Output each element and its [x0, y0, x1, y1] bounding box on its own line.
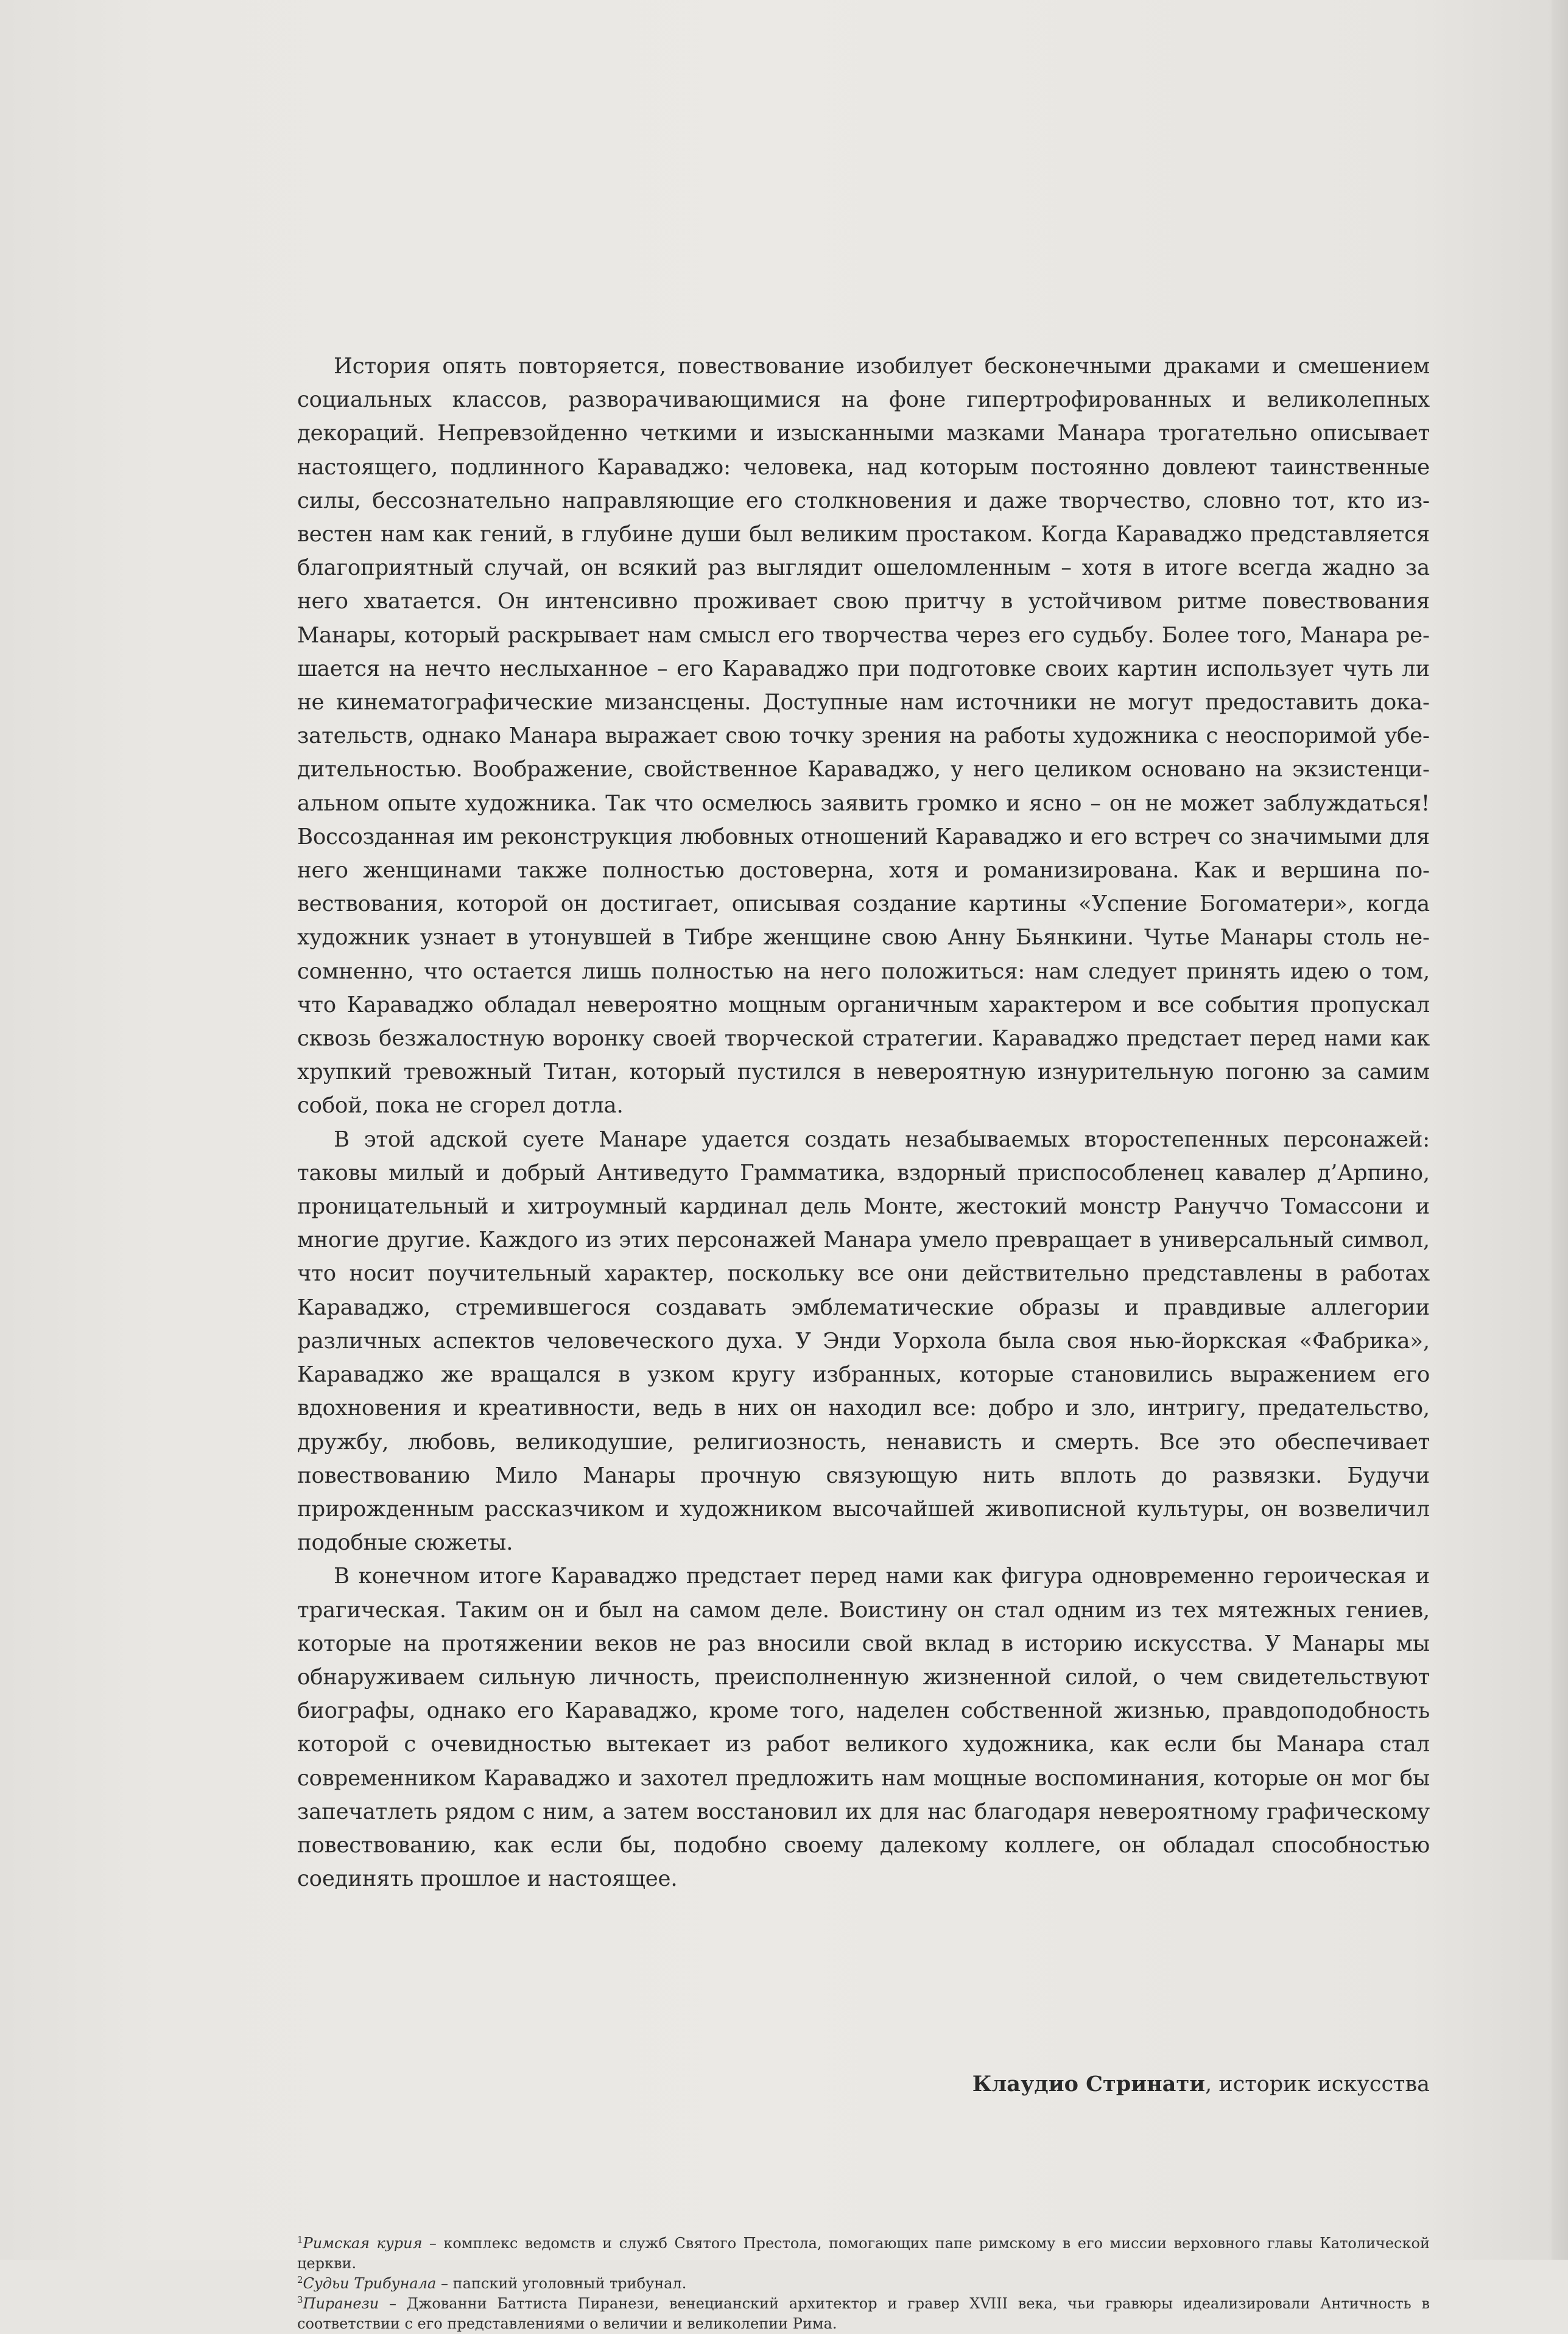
footnote-term: Римская курия — [303, 2235, 423, 2252]
paragraph-2: В этой адской суете Манаре удается создать незабываемых второстепенных персонажей: таковы милый и добрый Антиведуто Грамматика, вздорный приспособленец кавалер д’Арпино, проницательный и хитроумный кардинал дель Монте, жестокий монстр Рануччо Томассони и многие другие. Каждого из этих персонажей Манара умело превращает в универсальный символ, что носит поучительный характер, поскольку все они действительно представлены в работах Караваджо, стремившегося создавать эмблематические образы и правдивые аллегории различных аспектов человеческого духа. У Энди Уорхола была своя нью-йоркская «Фабрика», Караваджо же вращался в узком кругу избранных, которые становились выражением его вдохновения и креативности, ведь в них он находил все: добро и зло, интригу, предательство, дружбу, любовь, великодушие, религиозность, ненависть и смерть. Все это обеспечивает повествованию Мило Манары прочную связующую нить вплоть до развязки. Будучи прирожденным рассказчиком и художником высочайшей живописной культуры, он возвеличил подобные сюжеты. — [297, 1127, 1430, 1556]
author-role: , историк искусства — [1205, 2072, 1430, 2097]
author-name: Клаудио Стринати — [972, 2072, 1206, 2097]
page-edge — [1552, 0, 1568, 2260]
footnote-2 — [297, 2274, 1430, 2294]
footnotes — [297, 2234, 1430, 2334]
footnote-number: 3 — [297, 2294, 303, 2305]
paragraph-3: В конечном итоге Караваджо предстает перед нами как фигура одновременно героическая и трагическая. Таким он и был на самом деле. Воистину он стал одним из тех мятежных гениев, которые на протяжении веков не раз вносили свой вклад в историю искусства. У Манары мы обнаруживаем сильную личность, преисполненную жизненной силой, о чем свидетельствуют биографы, однако его Караваджо, кроме того, наделен собственной жизнью, правдоподобность которой с очевидностью вытекает из работ великого художника, как если бы Манара стал современником Караваджо и захотел предложить нам мощные воспоминания, которые он мог бы запечатлеть рядом с ним, а затем восстановил их для нас благодаря невероятному графическому повествованию, как если бы, подобно своему далекому коллеге, он обладал способностью соединять прошлое и настоящее. — [297, 1564, 1430, 1892]
footnote-1 — [297, 2234, 1430, 2274]
footnote-term: Пиранези — [303, 2295, 379, 2312]
footnote-number: 1 — [297, 2234, 303, 2245]
main-text — [297, 350, 1430, 1896]
author-signature — [297, 2069, 1430, 2100]
footnote-text: – папский уголовный трибунал. — [436, 2275, 687, 2292]
footnote-number: 2 — [297, 2274, 303, 2285]
footnote-3 — [297, 2294, 1430, 2334]
footnote-text: – комплекс ведомств и служб Святого Престола, помогающих папе римскому в его миссии верховного главы Католической церкви. — [297, 2235, 1430, 2272]
paragraph-1: История опять повторяется, повествование изобилует бесконечными драками и смешением социальных классов, разворачивающимися на фоне гипертрофированных и великолепных декораций. Непревзойденно четкими и изысканными мазками Манара трогательно описывает настоящего, подлинного Караваджо: человека, над которым постоянно довлеют таинственные силы, бессознательно направляющие его столкновения и даже творчество, словно тот, кто известен нам как гений, в глубине души был великим простаком. Когда Караваджо представляется благоприятный случай, он всякий раз выглядит ошеломленным – хотя в итоге всегда жадно за него хватается. Он интенсивно проживает свою притчу в устойчивом ритме повествования Манары, который раскрывает нам смысл его творчества через его судьбу. Более того, Манара решается на нечто неслыханное – его Караваджо при подготовке своих картин использует чуть ли не кинематографические мизансцены. Доступные нам источники не могут предоставить доказательств, однако Манара выражает свою точку зрения на работы художника с неоспоримой убедительностью. Воображение, свойственное Караваджо, у него целиком основано на экзистенциальном опыте художника. Так что осмелюсь заявить громко и ясно – он не может заблуждаться! Воссозданная им реконструкция любовных отношений Караваджо и его встреч со значимыми для него женщинами также полностью достоверна, хотя и романизирована. Как и вершина повествования, которой он достигает, описывая создание картины «Успение Богоматери», когда художник узнает в утонувшей в Тибре женщине свою Анну Бьянкини. Чутье Манары столь несомненно, что остается лишь полностью на него положиться: нам следует принять идею о том, что Караваджо обладал невероятно мощным органичным характером и все события пропускал сквозь безжалостную воронку своей творческой стратегии. Караваджо предстает перед нами как хрупкий тревожный Титан, который пустился в невероятную изнурительную погоню за самим собой, пока не сгорел дотла. — [297, 354, 1430, 1119]
footnote-text: – Джованни Баттиста Пиранези, венецианский архитектор и гравер XVIII века, чьи гравюры идеализировали Античность в соответствии с его представлениями о величии и великолепии Рима. — [297, 2295, 1430, 2332]
footnote-term: Судьи Трибунала — [303, 2275, 437, 2292]
